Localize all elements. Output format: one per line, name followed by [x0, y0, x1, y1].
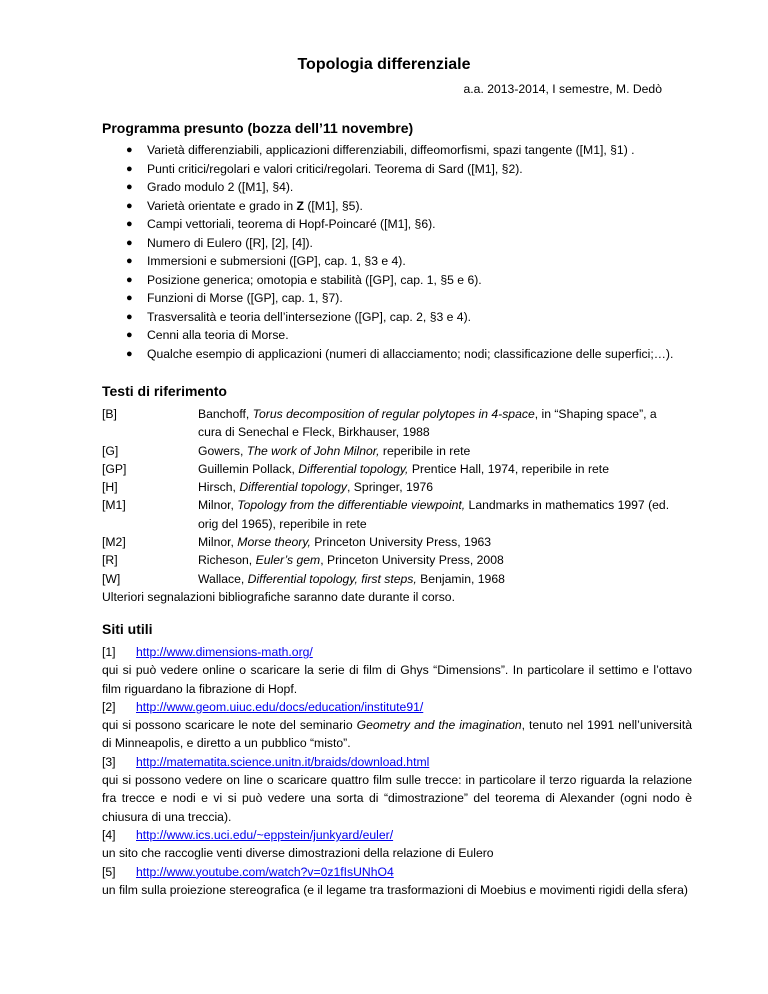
reference-author: Hirsch, [198, 480, 240, 495]
reference-title: Differential topology [239, 480, 348, 495]
programma-item-text: Numero di Eulero ([R], [2], [4]). [147, 235, 313, 250]
reference-entry [102, 460, 682, 478]
reference-key: [R] [102, 553, 118, 568]
bullet-icon: ● [126, 329, 133, 341]
reference-key: [B] [102, 407, 117, 421]
reference-author: Milnor, [198, 535, 238, 550]
site-number: [2] [102, 699, 116, 714]
programma-item [126, 326, 706, 345]
programma-item [126, 289, 706, 308]
programma-item-text: Varietà orientate e grado in Z ([M1], §5). [147, 198, 363, 213]
programma-item-text: Trasversalità e teoria dell’intersezione ([GP], cap. 2, §3 e 4). [147, 309, 472, 324]
site-entry [102, 826, 692, 844]
bullet-icon: ● [126, 255, 133, 267]
site-link[interactable]: http://www.ics.uci.edu/~eppstein/junkyard/euler/ [136, 827, 394, 842]
programma-item [126, 252, 706, 271]
site-description [102, 844, 692, 862]
reference-details: Princeton University Press, 1963 [310, 535, 492, 550]
site-number: [4] [102, 827, 116, 842]
reference-author: Guillemin Pollack, [198, 461, 299, 476]
reference-title: The work of John Milnor, [246, 443, 380, 458]
programma-item [126, 345, 706, 364]
programma-item-text: Cenni alla teoria di Morse. [147, 328, 289, 342]
site-description [102, 661, 692, 698]
site-link[interactable]: http://matematita.science.unitn.it/braids/download.html [136, 754, 430, 769]
bullet-icon: ● [126, 347, 133, 360]
site-link[interactable]: http://www.dimensions-math.org/ [136, 645, 313, 659]
site-entry [102, 863, 692, 881]
site-description [102, 881, 692, 899]
reference-details: Benjamin, 1968 [416, 571, 505, 586]
site-description [102, 771, 692, 826]
bullet-icon: ● [126, 162, 133, 175]
site-description [102, 716, 692, 753]
siti-heading: Siti utili [102, 621, 153, 637]
reference-author: Milnor, [198, 498, 238, 513]
site-entry [102, 753, 692, 771]
site-description-text: qui si può vedere online o scaricare la serie di film di Ghys “Dimensions”. In particolare il settimo e l’ottavo film riguardano la fibrazione di Hopf. [102, 663, 692, 696]
reference-title: Differential topology, [298, 461, 409, 476]
reference-details: Landmarks in mathematics 1997 (ed. orig del 1965), reperibile in rete [198, 498, 670, 531]
reference-details: , in “Shaping space”, a cura di Senechal e Fleck, Birkhauser, 1988 [198, 407, 657, 440]
programma-item-text: Funzioni di Morse ([GP], cap. 1, §7). [147, 291, 343, 305]
programma-item [126, 178, 706, 197]
programma-item [126, 141, 706, 160]
site-description-text: un sito che raccoglie venti diverse dimostrazioni della relazione di Eulero [102, 846, 494, 861]
site-entry [102, 643, 692, 661]
site-number: [3] [102, 754, 116, 769]
programma-item [126, 197, 706, 216]
site-number: [5] [102, 864, 116, 879]
programma-item [126, 271, 706, 290]
programma-item [126, 160, 706, 179]
page-subtitle: a.a. 2013-2014, I semestre, M. Dedò [463, 82, 662, 96]
reference-title: Topology from the differentiable viewpoint, [237, 498, 466, 513]
programma-item-text: Varietà differenziabili, applicazioni differenziabili, diffeomorfismi, spazi tangente ([M1], §1) . [147, 143, 635, 157]
site-description-text: , tenuto nel 1991 nell’università di Minneapolis, e diretto a un pubblico “misto”. [102, 718, 692, 751]
reference-author: Wallace, [198, 571, 248, 586]
reference-entry [102, 405, 682, 442]
site-description-text: qui si possono scaricare le note del seminario [102, 718, 357, 733]
references-note: Ulteriori segnalazioni bibliografiche saranno date durante il corso. [102, 589, 455, 604]
reference-entry [102, 570, 682, 588]
reference-text [198, 460, 682, 478]
reference-author: Banchoff, [198, 407, 253, 421]
bullet-icon: ● [126, 236, 133, 249]
site-link[interactable]: http://www.youtube.com/watch?v=0z1fIsUNhO4 [136, 864, 394, 879]
reference-key: [M1] [102, 498, 126, 513]
programma-item [126, 215, 706, 234]
site-link[interactable]: http://www.geom.uiuc.edu/docs/education/institute91/ [136, 699, 424, 714]
bullet-icon: ● [126, 218, 133, 230]
reference-text [198, 533, 682, 551]
testi-heading: Testi di riferimento [102, 383, 227, 399]
site-description-text: qui si possono vedere on line o scaricare quattro film sulle trecce: in particolare il terzo riguarda la relazione fra trecce e nodi e vi si può vedere una sorta di “dimostrazione” del teorema di Alexander (ogni nodo è chiusura di una treccia). [102, 773, 692, 824]
programma-list [126, 141, 706, 363]
reference-text [198, 496, 682, 533]
reference-text [198, 570, 682, 588]
reference-title: Euler’s gem [255, 553, 321, 568]
reference-entry [102, 442, 682, 460]
reference-author: Richeson, [198, 553, 256, 568]
reference-title: Torus decomposition of regular polytopes in 4-space [252, 407, 535, 421]
programma-item-text: Posizione generica; omotopia e stabilità ([GP], cap. 1, §5 e 6). [147, 272, 482, 287]
reference-details: , Springer, 1976 [347, 480, 434, 495]
bullet-icon: ● [126, 181, 133, 193]
reference-details: reperibile in rete [379, 443, 471, 458]
programma-item-text: Campi vettoriali, teorema di Hopf-Poincaré ([M1], §6). [147, 217, 436, 231]
reference-entry [102, 478, 682, 496]
reference-details: Prentice Hall, 1974, reperibile in rete [408, 461, 609, 476]
bullet-icon: ● [126, 273, 133, 286]
bullet-icon: ● [126, 199, 133, 212]
reference-author: Gowers, [198, 443, 247, 458]
programma-item [126, 234, 706, 253]
sites-list [102, 643, 692, 899]
programma-heading: Programma presunto (bozza dell’11 novembre) [102, 120, 414, 136]
page-title: Topologia differenziale [297, 56, 471, 73]
reference-details: , Princeton University Press, 2008 [320, 553, 504, 568]
bullet-icon: ● [126, 310, 133, 323]
reference-entry [102, 496, 682, 533]
reference-key: [G] [102, 443, 119, 458]
bullet-icon: ● [126, 144, 133, 156]
references-list [102, 405, 682, 606]
reference-key: [M2] [102, 535, 126, 550]
programma-item-text: Grado modulo 2 ([M1], §4). [147, 180, 294, 194]
reference-text [198, 405, 682, 442]
reference-key: [GP] [102, 461, 127, 476]
reference-entry [102, 533, 682, 551]
reference-key: [H] [102, 480, 118, 495]
site-number: [1] [102, 645, 116, 659]
programma-item-text: Immersioni e submersioni ([GP], cap. 1, §3 e 4). [147, 254, 406, 268]
reference-key: [W] [102, 571, 121, 586]
programma-item [126, 308, 706, 327]
reference-entry [102, 551, 682, 569]
reference-text [198, 478, 682, 496]
site-description-emphasis: Geometry and the imagination [356, 718, 522, 733]
bullet-icon: ● [126, 292, 133, 304]
reference-title: Morse theory, [237, 535, 311, 550]
reference-title: Differential topology, first steps, [247, 571, 417, 586]
reference-text [198, 551, 682, 569]
programma-item-text: Qualche esempio di applicazioni (numeri di allacciamento; nodi; classificazione delle superfici;…). [147, 346, 674, 361]
programma-item-text: Punti critici/regolari e valori critici/regolari. Teorema di Sard ([M1], §2). [147, 161, 523, 176]
site-description-text: un film sulla proiezione stereografica (e il legame tra trasformazioni di Moebius e movimenti rigidi della sfera) [102, 882, 688, 897]
site-entry [102, 698, 692, 716]
reference-text [198, 442, 682, 460]
